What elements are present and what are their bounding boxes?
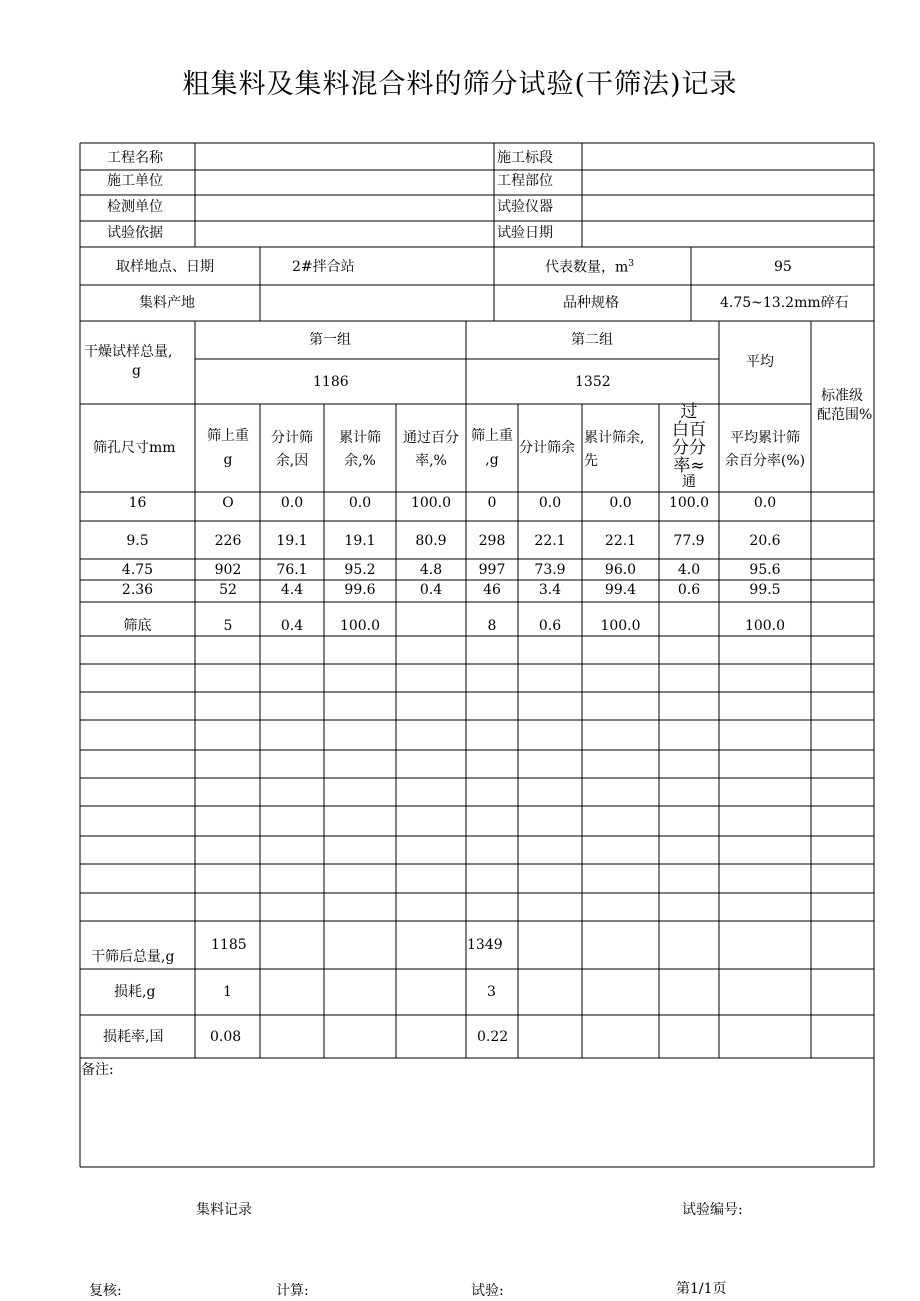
page-number: 第1/1页 — [676, 1281, 727, 1297]
col-g2-pass-l5: 通 — [682, 474, 696, 491]
col-g2-partial: 分计筛余 — [519, 440, 575, 456]
row-sieve: 4.75 — [121, 562, 154, 578]
quantity-label-text: 代表数量，m — [545, 259, 629, 276]
row-g1-mass: 902 — [214, 562, 242, 578]
col-g2-mass — [466, 427, 518, 470]
row-g2-cum: 0.0 — [609, 495, 632, 511]
row-g2-partial: 73.9 — [534, 562, 566, 578]
loss-rate-label: 损耗率,国 — [103, 1029, 164, 1045]
col-g2-cum — [584, 429, 644, 471]
col-g1-mass-l2: g — [223, 451, 233, 468]
row-g2-pass: 100.0 — [668, 495, 710, 511]
col-g1-pass — [396, 429, 466, 471]
row-g1-partial: 0.4 — [280, 618, 304, 634]
row-g2-mass: 0 — [487, 495, 497, 511]
avg-label: 平均 — [746, 354, 774, 370]
col-g2-cum-l1: 累计筛余, — [584, 430, 645, 446]
row-g2-partial: 3.4 — [538, 582, 562, 598]
date-label: 试验日期 — [497, 225, 553, 241]
col-g1-mass — [196, 427, 260, 470]
row-g1-partial: 4.4 — [280, 582, 304, 598]
row-g1-mass: 5 — [223, 618, 233, 634]
row-sieve: 2.36 — [121, 582, 154, 598]
col-g1-pass-l1: 通过百分 — [403, 430, 459, 446]
project-name-label: 工程名称 — [107, 150, 163, 166]
row-avg: 0.0 — [753, 495, 777, 511]
row-g1-partial: 19.1 — [276, 533, 308, 549]
row-sieve: 筛底 — [123, 618, 152, 634]
row-g2-cum: 96.0 — [604, 562, 637, 578]
contractor-label: 施工单位 — [107, 173, 163, 189]
row-g2-partial: 22.1 — [534, 533, 566, 549]
page-title: 粗集料及集料混合料的筛分试验(干筛法)记录 — [182, 69, 738, 100]
row-g1-partial: 76.1 — [276, 562, 308, 578]
after-total-label: 干筛后总量,g — [91, 949, 175, 965]
col-avg-cum-l1: 平均累计筛 — [730, 430, 800, 446]
col-g1-pass-l2: 率,% — [415, 452, 447, 469]
row-g1-cum: 0.0 — [348, 495, 372, 511]
row-g1-mass: O — [222, 495, 234, 511]
row-avg: 95.6 — [749, 562, 781, 578]
row-g2-mass: 298 — [478, 533, 506, 549]
col-g1-mass-l1: 筛上重 — [207, 428, 249, 444]
col-g1-partial-l2: 余,因 — [275, 452, 309, 469]
col-g2-pass — [659, 404, 719, 490]
test-label: 试验: — [471, 1283, 504, 1299]
row-g2-cum: 100.0 — [600, 618, 641, 634]
review-label: 复核: — [89, 1283, 122, 1299]
test-number-label: 试验编号: — [682, 1202, 743, 1218]
row-g1-cum: 19.1 — [344, 533, 376, 549]
col-g1-cum-l1: 累计筛 — [339, 430, 381, 446]
row-g2-cum: 99.4 — [604, 582, 637, 598]
row-g2-pass: 0.6 — [677, 582, 701, 598]
row-avg: 20.6 — [749, 533, 781, 549]
g2-loss: 3 — [487, 984, 496, 1000]
row-sieve: 16 — [128, 495, 147, 511]
col-g1-cum — [324, 429, 396, 471]
std-range-line2: 配范围% — [817, 406, 873, 423]
g2-loss-rate: 0.22 — [477, 1029, 509, 1045]
sampling-value: 2#拌合站 — [292, 259, 355, 275]
total-mass-label-line2: g — [132, 362, 141, 379]
row-g1-cum: 95.2 — [344, 562, 376, 578]
row-g1-cum: 99.6 — [344, 582, 376, 598]
row-avg: 99.5 — [749, 582, 781, 598]
g2-after-total: 1349 — [467, 937, 503, 953]
std-range-line1: 标准级 — [821, 388, 863, 404]
col-g2-pass-l3: 分分 — [672, 437, 706, 458]
total-mass-label — [84, 343, 172, 381]
row-g1-mass: 226 — [214, 533, 242, 549]
col-avg-cum — [719, 429, 811, 471]
group1-label: 第一组 — [309, 332, 351, 348]
col-sieve: 筛孔尺寸mm — [93, 440, 176, 456]
section-label: 施工标段 — [497, 150, 553, 166]
loss-label: 损耗,g — [114, 984, 156, 1000]
row-g2-partial: 0.6 — [538, 618, 562, 634]
sampling-label: 取样地点、日期 — [116, 259, 214, 275]
quantity-unit-sup: 3 — [628, 259, 635, 269]
row-g1-pass: 4.8 — [419, 562, 443, 578]
group1-mass: 1186 — [313, 374, 349, 390]
calc-label: 计算: — [276, 1283, 309, 1299]
col-g1-partial-l1: 分计筛 — [271, 430, 313, 446]
row-g2-pass: 77.9 — [673, 533, 705, 549]
row-g1-mass: 52 — [219, 582, 237, 598]
row-g2-cum: 22.1 — [604, 533, 637, 549]
col-g2-pass-l4: 率≈ — [673, 455, 705, 476]
row-g1-pass: 0.4 — [419, 582, 443, 598]
row-g2-mass: 46 — [483, 582, 501, 598]
g1-loss: 1 — [223, 984, 232, 1000]
row-g2-mass: 997 — [478, 562, 506, 578]
row-g2-partial: 0.0 — [538, 495, 562, 511]
row-g1-pass: 80.9 — [415, 533, 447, 549]
group2-mass: 1352 — [575, 374, 611, 390]
row-g2-mass: 8 — [487, 618, 497, 634]
std-range-label — [817, 387, 872, 425]
row-g1-cum: 100.0 — [339, 618, 381, 634]
col-g2-mass-l2: ,g — [485, 451, 499, 468]
col-g1-partial — [260, 429, 324, 471]
instrument-label: 试验仪器 — [497, 199, 553, 215]
quantity-label — [545, 258, 634, 278]
col-g2-pass-l1: 过 — [680, 402, 698, 422]
row-g2-pass: 4.0 — [677, 562, 701, 578]
quantity-value: 95 — [774, 259, 792, 275]
remarks-label: 备注: — [81, 1062, 114, 1078]
col-avg-cum-l2: 余百分率(%) — [724, 452, 806, 469]
row-g1-partial: 0.0 — [280, 495, 304, 511]
col-g1-cum-l2: 余,% — [344, 452, 376, 469]
total-mass-label-line1: 干燥试样总量, — [84, 344, 173, 360]
spec-value: 4.75~13.2mm碎石 — [720, 295, 849, 311]
col-g2-mass-l1: 筛上重 — [471, 428, 513, 444]
g1-loss-rate: 0.08 — [210, 1029, 242, 1045]
part-label: 工程部位 — [497, 173, 553, 189]
row-avg: 100.0 — [744, 618, 786, 634]
col-g2-cum-l2: 先 — [584, 452, 598, 469]
spec-label: 品种规格 — [563, 295, 619, 311]
test-unit-label: 检测单位 — [107, 199, 163, 215]
group2-label: 第二组 — [571, 332, 613, 348]
row-sieve: 9.5 — [126, 533, 149, 549]
record-label: 集料记录 — [196, 1202, 252, 1218]
origin-label: 集料产地 — [139, 295, 195, 311]
col-g2-pass-l2: 白百 — [672, 419, 706, 440]
g1-after-total: 1185 — [211, 937, 247, 953]
row-g1-pass: 100.0 — [410, 495, 452, 511]
basis-label: 试验依据 — [107, 225, 163, 241]
